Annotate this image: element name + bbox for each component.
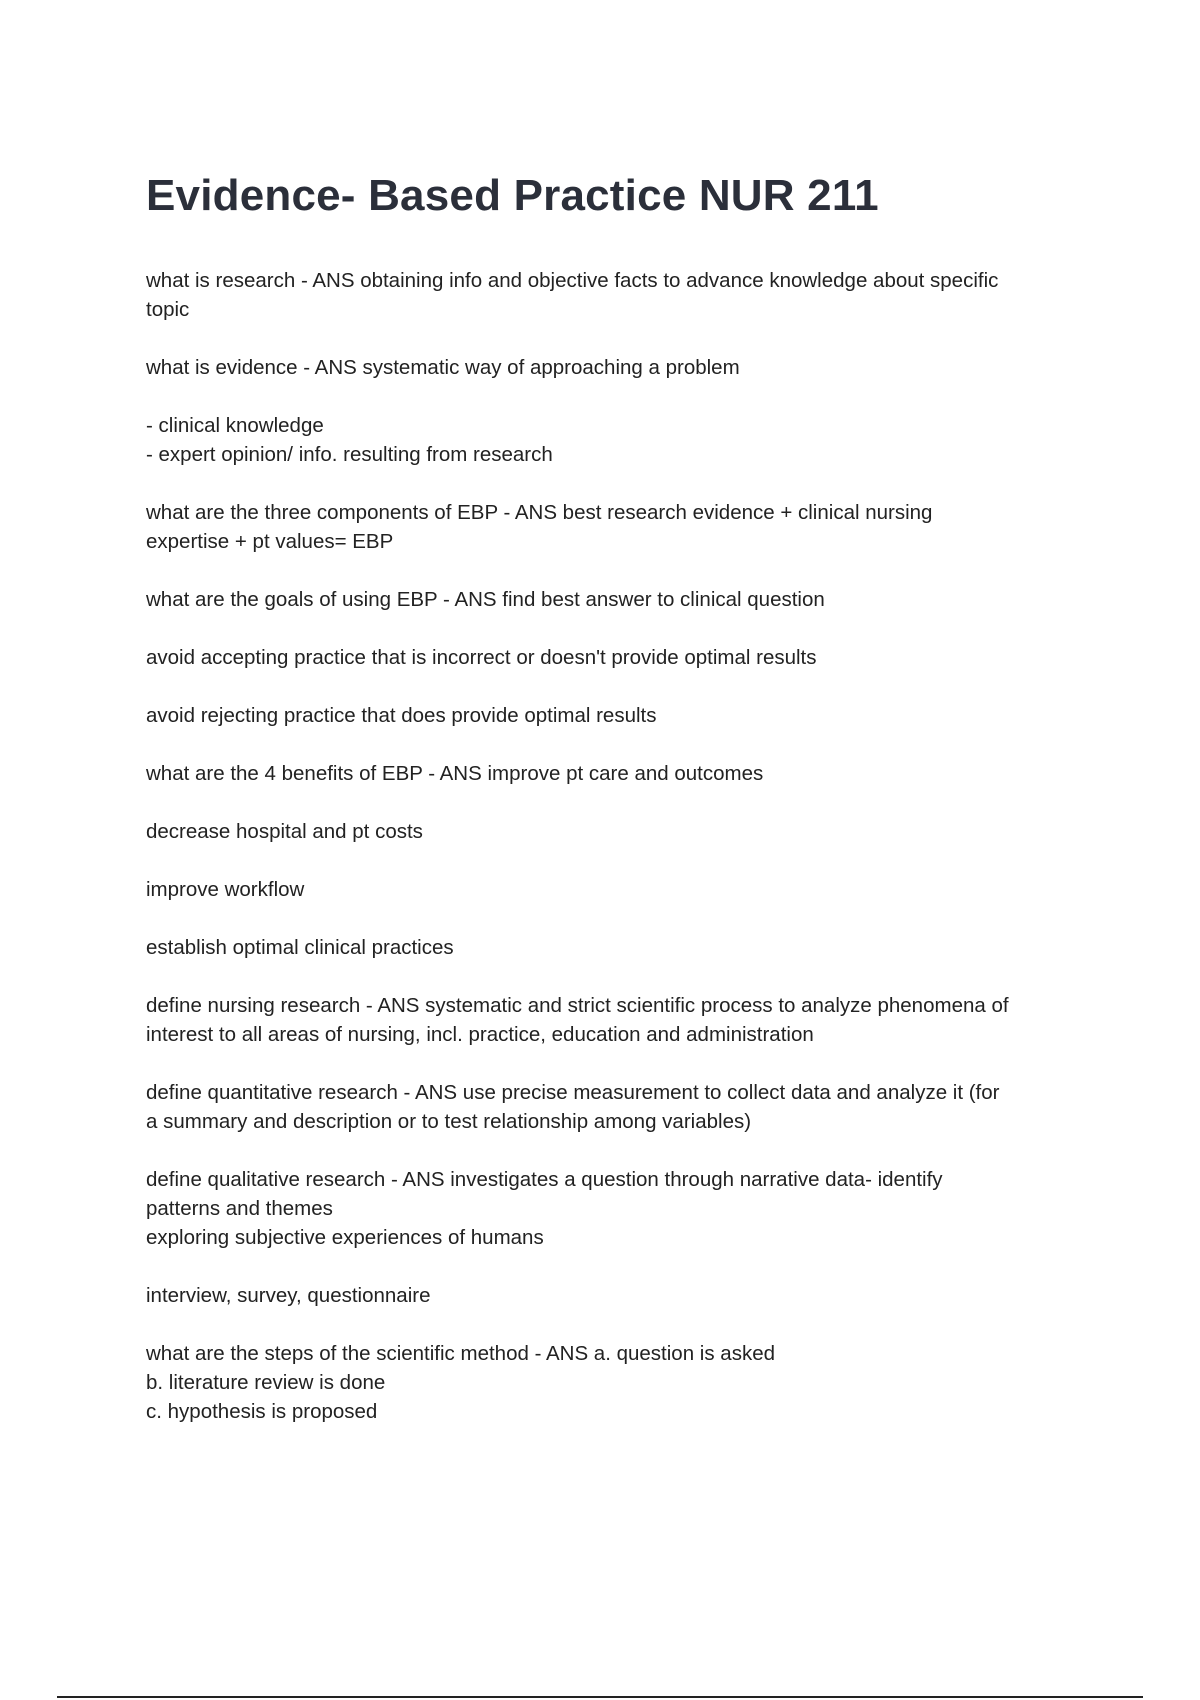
paragraph-ebp-components xyxy=(146,498,1096,556)
text-line: - clinical knowledge xyxy=(146,414,324,437)
text-line: what are the three components of EBP - ANS best research evidence + clinical nursing xyxy=(146,501,933,524)
paragraph-scientific-method xyxy=(146,1339,1096,1426)
paragraph-avoid-rejecting xyxy=(146,701,1096,730)
document-body xyxy=(146,266,1096,1455)
footer-divider xyxy=(57,1696,1143,1698)
text-line: b. literature review is done xyxy=(146,1371,386,1394)
paragraph-ebp-goals xyxy=(146,585,1096,614)
text-line: c. hypothesis is proposed xyxy=(146,1400,378,1423)
text-line: topic xyxy=(146,298,190,321)
text-line: interview, survey, questionnaire xyxy=(146,1284,431,1307)
document-title: Evidence- Based Practice NUR 211 xyxy=(146,171,879,220)
paragraph-optimal-practices xyxy=(146,933,1096,962)
text-line: patterns and themes xyxy=(146,1197,333,1220)
text-line: what are the steps of the scientific method - ANS a. question is asked xyxy=(146,1342,776,1365)
paragraph-ebp-benefits xyxy=(146,759,1096,788)
text-line: decrease hospital and pt costs xyxy=(146,820,423,843)
paragraph-quantitative-research xyxy=(146,1078,1096,1136)
text-line: what is research - ANS obtaining info and objective facts to advance knowledge about specific xyxy=(146,269,999,292)
text-line: exploring subjective experiences of humans xyxy=(146,1226,544,1249)
text-line: - expert opinion/ info. resulting from research xyxy=(146,443,553,466)
text-line: avoid rejecting practice that does provide optimal results xyxy=(146,704,657,727)
text-line: define qualitative research - ANS investigates a question through narrative data- identify xyxy=(146,1168,943,1191)
paragraph-evidence-list xyxy=(146,411,1096,469)
text-line: expertise + pt values= EBP xyxy=(146,530,394,553)
paragraph-avoid-accepting xyxy=(146,643,1096,672)
text-line: interest to all areas of nursing, incl. practice, education and administration xyxy=(146,1023,814,1046)
text-line: avoid accepting practice that is incorrect or doesn't provide optimal results xyxy=(146,646,817,669)
text-line: establish optimal clinical practices xyxy=(146,936,454,959)
text-line: define quantitative research - ANS use precise measurement to collect data and analyze it (for xyxy=(146,1081,1000,1104)
paragraph-improve-workflow xyxy=(146,875,1096,904)
paragraph-decrease-costs xyxy=(146,817,1096,846)
text-line: what is evidence - ANS systematic way of approaching a problem xyxy=(146,356,740,379)
text-line: a summary and description or to test relationship among variables) xyxy=(146,1110,752,1133)
text-line: improve workflow xyxy=(146,878,305,901)
paragraph-data-methods xyxy=(146,1281,1096,1310)
paragraph-qualitative-research xyxy=(146,1165,1096,1252)
text-line: define nursing research - ANS systematic and strict scientific process to analyze phenomena of xyxy=(146,994,1009,1017)
paragraph-what-is-research xyxy=(146,266,1096,324)
paragraph-nursing-research xyxy=(146,991,1096,1049)
paragraph-what-is-evidence xyxy=(146,353,1096,382)
text-line: what are the 4 benefits of EBP - ANS improve pt care and outcomes xyxy=(146,762,764,785)
text-line: what are the goals of using EBP - ANS find best answer to clinical question xyxy=(146,588,825,611)
